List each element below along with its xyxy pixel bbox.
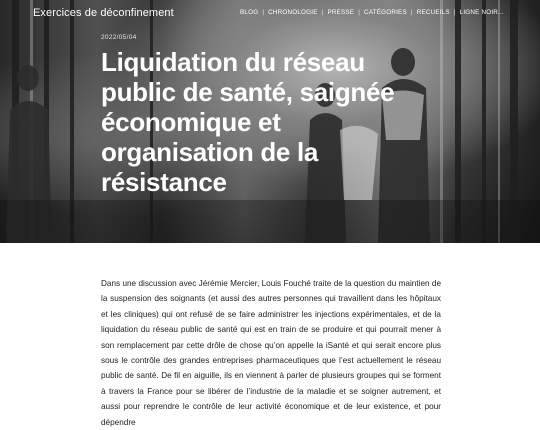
nav-separator: | xyxy=(358,9,361,16)
nav-separator: | xyxy=(453,9,456,16)
nav-separator: | xyxy=(410,9,413,16)
post-title: Liquidation du réseau public de santé, saignée économique et organisation de la résistance xyxy=(101,47,395,197)
site-title[interactable]: Exercices de déconfinement xyxy=(33,7,174,19)
nav-item-blog[interactable]: BLOG xyxy=(240,9,259,16)
post-date: 2022/05/04 xyxy=(101,34,137,41)
nav-item-presse[interactable]: PRESSE xyxy=(327,9,355,16)
main-nav xyxy=(240,9,504,16)
nav-item-ligne-noire[interactable]: LIGNE NOIR... xyxy=(459,9,504,16)
nav-item-chronologie[interactable]: CHRONOLOGIE xyxy=(268,9,318,16)
post-body: Dans une discussion avec Jérémie Mercier, Louis Fouché traite de la question du maintien de la suspension des soignants (et aussi des autres personnes qui travaillent dans les hôpitaux et les cliniques) qui ont refusé de se faire administrer les injections expérimentales, et de la liquidation du réseau public de santé qui est en train de se produire et qui pourrait mener à son remplacement par cette drôle de chose qu’on appelle la iSanté et qui serait encore plus sous le contrôle des grandes entreprises pharmaceutiques que l’est actuellement le réseau public de santé. De fil en aiguille, ils en viennent à parler de plusieurs groupes qui se forment à travers la France pour se libérer de l’industrie de la maladie et se soigner autrement, et aussi pour reprendre le contrôle de leur activité économique et de leur existence, et pour dépendre xyxy=(101,279,441,427)
nav-separator: | xyxy=(262,9,265,16)
nav-item-categories[interactable]: CATÉGORIES xyxy=(364,9,407,16)
nav-item-recueils[interactable]: RECUEILS xyxy=(416,9,450,16)
nav-separator: | xyxy=(321,9,324,16)
